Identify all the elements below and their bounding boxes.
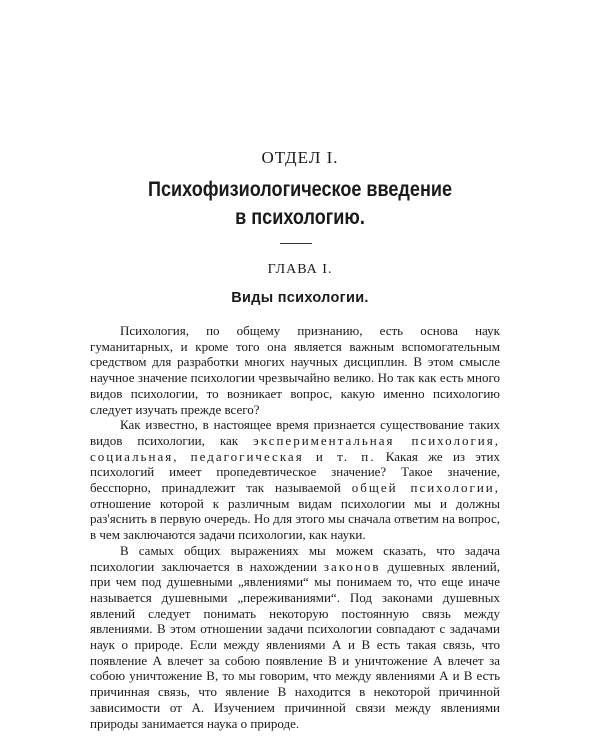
paragraph-2-part-1: Как известно, в настоящее время признается существование таких видов психологии, как xyxy=(90,417,500,448)
section-label: ОТДЕЛ I. xyxy=(261,148,339,167)
paragraph-1-text: Психология, по общему признанию, есть основа наук гуманитарных, и кроме того она является важным вспомогательным средством для разработки многих научных дисциплин. В этом смысле научное значение психологии чрезвычайно велико. Но так как есть много видов психологии, то возникает вопрос, какую именно психологию следует изучать прежде всего? xyxy=(90,323,500,417)
paragraph-3 xyxy=(90,543,500,731)
paragraph-2-spaced-2: общей психологии, xyxy=(351,480,500,496)
divider-rule xyxy=(280,243,312,244)
chapter-title: Виды психологии. xyxy=(231,290,369,306)
paragraph-2-spaced-1: экспериментальная психология, социальная, педагогическая и т. п. xyxy=(90,432,500,464)
paragraph-1 xyxy=(90,323,500,417)
paragraph-2-part-2: Какая же из этих психологий имеет пропедевтическое значение? Такое значение, бесспорно, принадлежит так называемой xyxy=(90,448,500,496)
paragraph-2 xyxy=(90,417,500,543)
paragraph-2-part-3: отношение которой к различным видам психологии мы и должны раз'яснить в первую очередь. Но для этого мы сначала ответим на вопрос, в чем заключаются задачи психологии, как науки. xyxy=(90,495,500,543)
body-text xyxy=(90,323,500,731)
section-title-line-1: Психофизиологическое введение xyxy=(147,178,453,201)
chapter-label: ГЛАВА I. xyxy=(267,262,333,277)
paragraph-3-part-2: душевных явлений, при чем под душевными „явлениями“ мы понимаем то, что еще иначе называется душевными „переживаниями“. Под законами душевных явлений следует понимать некоторую постоянную связь между явлениями. В этом отношении задачи психологии совпадают с задачами наук о природе. Если между явлениями А и В есть такая связь, что появление А влечет за собою появление В и уничтожение А влечет за собою уничтожение В, то мы говорим, что между явлениями А и В есть причинная связь, что явление В находится в некоторой причинной зависимости от А. Изучением причинной связи между явлениями природы занимается наука о природе. xyxy=(90,558,500,731)
section-title xyxy=(0,176,600,232)
paragraph-3-spaced-1: законов xyxy=(323,558,381,574)
section-title-line-2: в психологию. xyxy=(235,206,365,229)
paragraph-3-part-1: В самых общих выражениях мы можем сказать, что задача психологии заключается в нахождении xyxy=(90,542,500,574)
